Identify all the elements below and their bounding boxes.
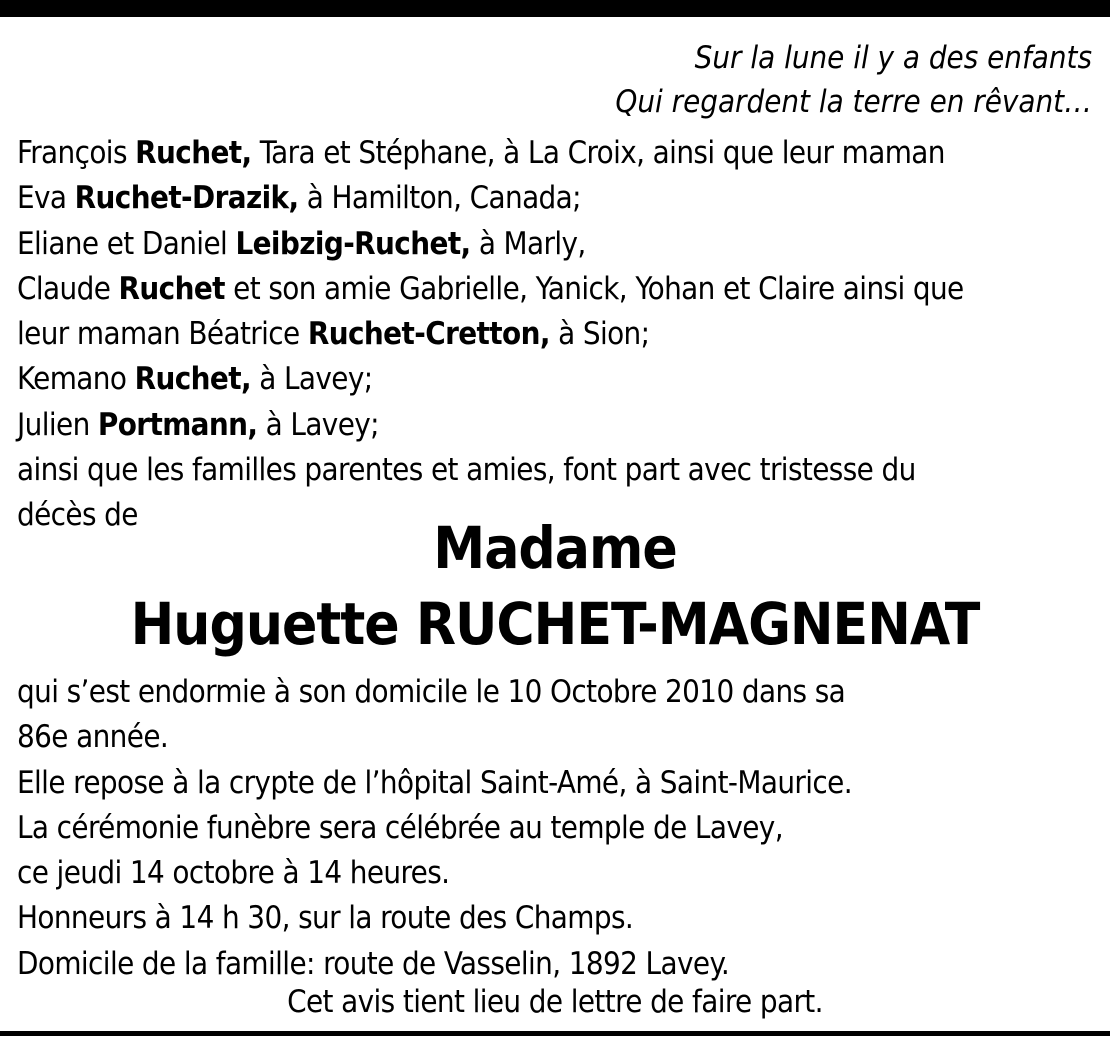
- details-line-6: Honneurs à 14 h 30, sur la route des Champs.: [17, 900, 634, 937]
- family-member-text: à Lavey;: [257, 406, 379, 443]
- family-surname: Ruchet,: [134, 361, 251, 398]
- family-surname: Ruchet,: [135, 135, 252, 171]
- announcement-line-6: [17, 357, 1097, 402]
- family-member-text: Tara et Stéphane, à La Croix, ainsi que leur maman: [251, 135, 945, 171]
- family-member-text: à Sion;: [549, 316, 650, 353]
- family-member-text: à Lavey;: [250, 361, 373, 398]
- epigraph-line-2: Qui regardent la terre en rêvant…: [615, 84, 1092, 120]
- bottom-border-rule: [0, 1031, 1110, 1036]
- family-surname: Ruchet: [118, 270, 225, 307]
- epigraph-poem: [615, 36, 1092, 124]
- announcement-line-4: [17, 267, 1097, 312]
- family-member-text: Julien: [17, 406, 98, 443]
- family-member-text: François: [17, 135, 136, 171]
- family-member-text: Eva: [17, 180, 75, 217]
- announcement-line-1: [17, 131, 1097, 176]
- announcement-line-8: ainsi que les familles parentes et amies, font part avec tristesse du: [17, 452, 916, 489]
- announcement-line-7: [17, 403, 1097, 448]
- family-surname: Leibzig-Ruchet,: [235, 225, 471, 262]
- announcement-line-2: [17, 176, 1097, 221]
- details-line-1: qui s’est endormie à son domicile le 10 Octobre 2010 dans sa: [17, 674, 846, 710]
- family-member-text: Kemano: [17, 361, 135, 398]
- details-line-5: ce jeudi 14 octobre à 14 heures.: [17, 855, 450, 892]
- footer-note: Cet avis tient lieu de lettre de faire part.: [287, 984, 823, 1020]
- family-surname: Portmann,: [97, 406, 258, 443]
- family-member-text: Claude: [17, 270, 119, 307]
- deceased-full-name: Huguette RUCHET-MAGNENAT: [130, 590, 980, 658]
- details-line-2: 86e année.: [17, 719, 169, 756]
- announcement-line-5: [17, 312, 1097, 357]
- family-surname: Ruchet-Cretton,: [307, 316, 550, 353]
- announcement-line-3: [17, 222, 1097, 267]
- details-line-7: Domicile de la famille: route de Vasselin, 1892 Lavey.: [17, 945, 730, 982]
- family-member-text: à Marly,: [470, 225, 586, 262]
- announcement-line-9: décès de: [17, 497, 138, 534]
- family-member-text: et son amie Gabrielle, Yanick, Yohan et Claire ainsi que: [224, 270, 964, 307]
- top-border-rule: [0, 0, 1110, 17]
- family-surname: Ruchet-Drazik,: [74, 180, 299, 217]
- family-member-text: leur maman Béatrice: [17, 316, 308, 353]
- family-announcement: [17, 131, 1097, 539]
- epigraph-line-1: Sur la lune il y a des enfants: [694, 40, 1092, 76]
- family-member-text: à Hamilton, Canada;: [298, 180, 581, 217]
- details-line-3: Elle repose à la crypte de l’hôpital Saint-Amé, à Saint-Maurice.: [17, 764, 852, 801]
- funeral-details: [17, 670, 1097, 987]
- family-member-text: Eliane et Daniel: [17, 225, 236, 262]
- details-line-4: La cérémonie funèbre sera célébrée au temple de Lavey,: [17, 809, 783, 846]
- deceased-title: Madame: [433, 514, 677, 582]
- deceased-name-block: [0, 516, 1110, 656]
